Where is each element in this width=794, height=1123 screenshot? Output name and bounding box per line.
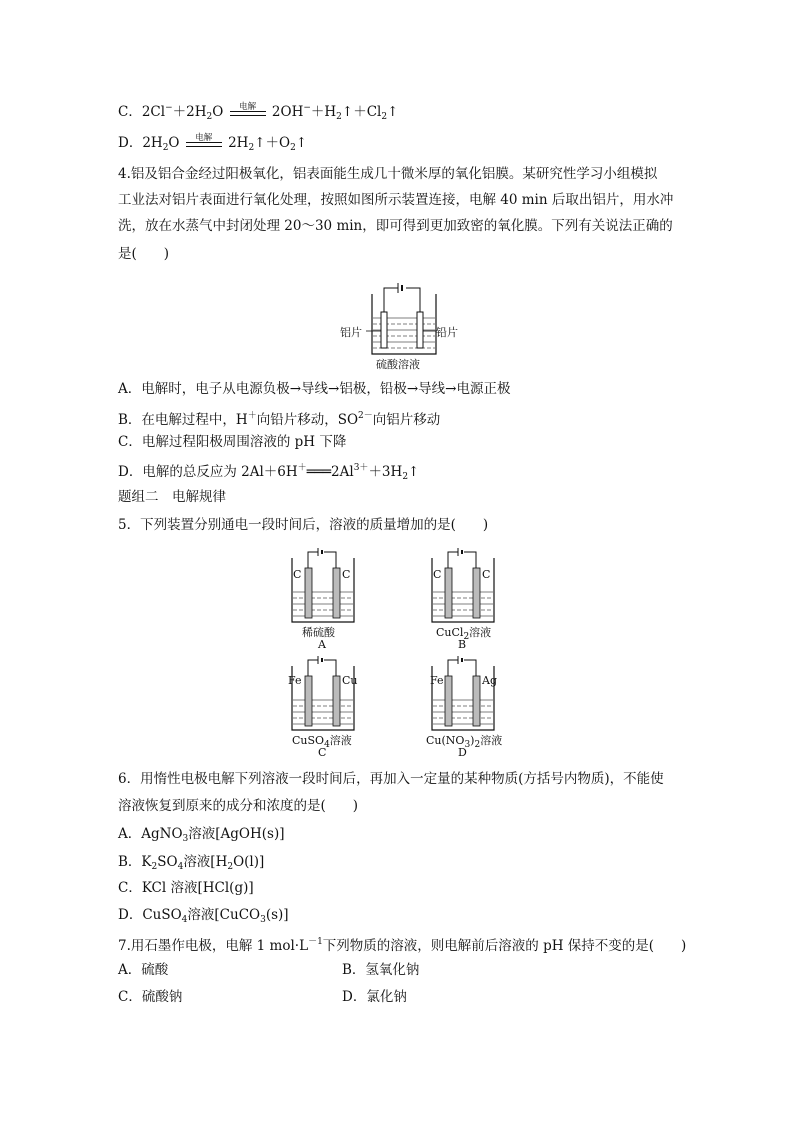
electrolysis-arrow: 电解 xyxy=(184,134,224,154)
q4-option-c: C．电解过程阳极周围溶液的 pH 下降 xyxy=(118,434,347,450)
cell-a-right-electrode: C xyxy=(342,568,351,581)
q4-text-line-1: 4.铝及铝合金经过阳极氧化，铝表面能生成几十微米厚的氧化铝膜。某研究性学习小组模拟 xyxy=(118,166,658,182)
cell-c-right-electrode: Cu xyxy=(342,674,358,687)
q6-option-a: A．AgNO$_3$溶液[AgOH(s)] xyxy=(118,826,285,844)
q3-option-d: D．$2H_2O$ 电解 $2H_2↑+O_2↑$ xyxy=(118,132,308,153)
figure-q5-cell-b xyxy=(424,542,504,651)
label-sulfuric-acid-solution: 硫酸溶液 xyxy=(376,358,420,371)
label-aluminum-plate: 铝片 xyxy=(340,326,362,339)
cell-d-left-electrode: Fe xyxy=(430,674,444,687)
q6-text-line-2: 溶液恢复到原来的成分和浓度的是( ) xyxy=(118,798,359,814)
cell-b-left-electrode: C xyxy=(433,568,442,581)
q6-option-c: C．KCl 溶液[HCl(g)] xyxy=(118,880,254,896)
cell-d-solution: $Cu(NO_3)_2$溶液 xyxy=(426,734,503,750)
q7-option-a: A．硫酸 xyxy=(118,962,169,978)
q6-option-d: D．CuSO$_4$溶液[CuCO$_3$(s)] xyxy=(118,907,289,925)
q6-text-line-1: 6．用惰性电极电解下列溶液一段时间后，再加入一定量的某种物质(方括号内物质)，不能使 xyxy=(118,771,664,787)
q4-text-line-2: 工业法对铝片表面进行氧化处理，按照如图所示装置连接，电解 40 min 后取出铝片，用水冲 xyxy=(118,192,674,208)
cell-b-letter: B xyxy=(458,638,467,651)
q4-text-line-3: 洗，放在水蒸气中封闭处理 20～30 min，即可得到更加致密的氧化膜。下列有关说法正确的 xyxy=(118,218,673,234)
cell-a-solution: 稀硫酸 xyxy=(302,626,335,639)
cell-a-letter: A xyxy=(318,638,326,651)
q6-option-b: B．$K_2SO_4$溶液$[H_2O(l)]$ xyxy=(118,854,265,872)
q4-text-line-4: 是( ) xyxy=(118,246,170,262)
cell-c-left-electrode: Fe xyxy=(288,674,302,687)
q7-option-d: D．氯化钠 xyxy=(342,989,407,1005)
figure-q4-electrolysis-cell xyxy=(336,272,466,372)
cell-c-letter: C xyxy=(318,746,327,759)
q3-option-c: C．$2Cl^-+2H_2O$ 电解 $2OH^-+H_2↑+Cl_2↑$ xyxy=(118,101,399,122)
figure-q5-cell-c xyxy=(284,650,364,759)
cell-b-right-electrode: C xyxy=(482,568,491,581)
figure-q5-cell-d xyxy=(424,650,504,759)
q7-text: 7.用石墨作电极，电解 1 $mol\cdot L^{-1}$下列物质的溶液，则电解前后溶液的 pH 保持不变的是( ) xyxy=(118,937,687,954)
q4-option-b: B．在电解过程中，H＋向铅片移动，$SO^{2-}$向铝片移动 xyxy=(118,411,441,428)
cell-b-solution: CuCl$_2$溶液 xyxy=(436,626,492,642)
electrolysis-arrow: 电解 xyxy=(228,103,268,123)
q7-option-b: B．氢氧化钠 xyxy=(342,962,420,978)
cell-a-left-electrode: C xyxy=(293,568,302,581)
label-lead-plate: 铅片 xyxy=(436,326,458,339)
q7-option-c: C．硫酸钠 xyxy=(118,989,183,1005)
q4-option-a: A．电解时，电子从电源负极→导线→铝极，铅极→导线→电源正极 xyxy=(118,381,511,397)
q5-text: 5．下列装置分别通电一段时间后，溶液的质量增加的是( ) xyxy=(118,517,489,533)
cell-d-right-electrode: Ag xyxy=(482,674,497,687)
q4-option-d: D．电解的总反应为 $2Al+6H^+═══2Al^{3+}+3H_2↑$ xyxy=(118,463,420,482)
figure-q5-cell-a xyxy=(284,542,364,651)
cell-c-solution: CuSO$_4$溶液 xyxy=(292,734,352,750)
section-heading-group-2: 题组二 电解规律 xyxy=(118,489,226,505)
cell-d-letter: D xyxy=(458,746,467,759)
